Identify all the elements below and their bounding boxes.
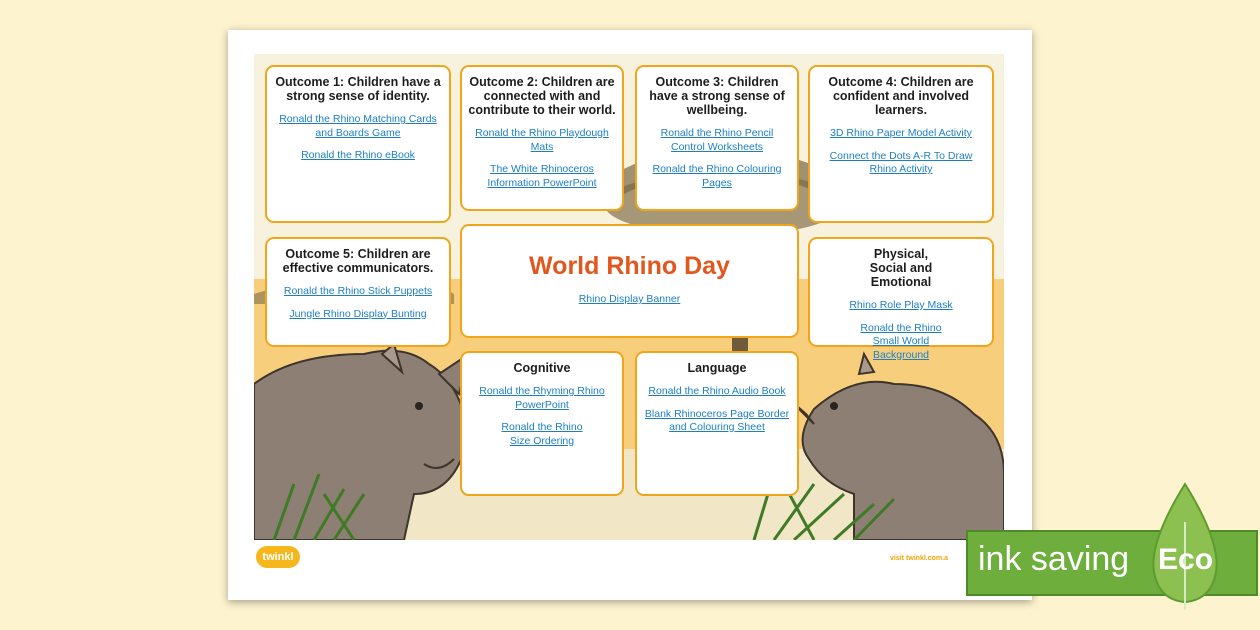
- rhino-right-illustration: [789, 354, 1004, 540]
- card-outcome-3: [635, 65, 799, 211]
- card-heading: Outcome 5: Children are effective communicators.: [282, 247, 434, 275]
- link-small-world-background[interactable]: Ronald the Rhino Small World Background: [860, 321, 942, 361]
- eco-badge-text: ink saving: [978, 540, 1130, 578]
- link-ebook[interactable]: Ronald the Rhino eBook: [301, 149, 415, 161]
- link-playdough-mats[interactable]: Ronald the Rhino Playdough Mats: [475, 127, 609, 153]
- rhino-left-illustration: [254, 344, 469, 540]
- visit-url: visit twinkl.com.a: [890, 555, 948, 562]
- link-matching-cards[interactable]: Ronald the Rhino Matching Cards and Boards Game: [279, 113, 437, 139]
- link-white-rhinoceros-powerpoint[interactable]: The White Rhinoceros Information PowerPoint: [487, 163, 597, 189]
- card-outcome-5: [265, 237, 451, 347]
- link-stick-puppets[interactable]: Ronald the Rhino Stick Puppets: [283, 285, 433, 297]
- card-outcome-4: [808, 65, 994, 223]
- card-heading: Language: [687, 361, 747, 375]
- link-audio-book[interactable]: Ronald the Rhino Audio Book: [648, 385, 786, 397]
- link-paper-model[interactable]: 3D Rhino Paper Model Activity: [830, 127, 972, 139]
- card-heading: Cognitive: [513, 361, 571, 375]
- link-role-play-mask[interactable]: Rhino Role Play Mask: [849, 299, 953, 311]
- card-physical-social-emotional: [808, 237, 994, 361]
- card-heading: Outcome 4: Children are confident and involved learners.: [828, 75, 974, 117]
- card-outcome-2: [460, 65, 624, 211]
- card-title: [460, 224, 799, 338]
- link-colouring-pages[interactable]: Ronald the Rhino Colouring Pages: [652, 163, 782, 189]
- link-size-ordering[interactable]: Ronald the Rhino Size Ordering: [501, 421, 583, 447]
- eco-badge-word: Eco: [1158, 543, 1214, 576]
- card-cognitive: [460, 351, 624, 496]
- card-language: [635, 351, 799, 496]
- twinkl-logo: twinkl: [256, 546, 300, 568]
- link-display-banner[interactable]: Rhino Display Banner: [578, 293, 681, 305]
- card-heading: Outcome 3: Children have a strong sense of wellbeing.: [649, 75, 785, 117]
- card-outcome-1: [265, 65, 451, 223]
- link-page-border[interactable]: Blank Rhinoceros Page Border and Colouring Sheet: [644, 407, 790, 433]
- link-connect-the-dots[interactable]: Connect the Dots A-R To Draw Rhino Activity: [829, 149, 973, 175]
- link-pencil-control[interactable]: Ronald the Rhino Pencil Control Worksheets: [660, 127, 774, 153]
- card-heading: Physical, Social and Emotional: [869, 247, 933, 289]
- card-heading: Outcome 1: Children have a strong sense of identity.: [275, 75, 441, 103]
- link-rhyming-rhino-powerpoint[interactable]: Ronald the Rhyming Rhino PowerPoint: [479, 385, 605, 411]
- page-title: World Rhino Day: [529, 252, 730, 280]
- card-heading: Outcome 2: Children are connected with and contribute to their world.: [468, 75, 616, 117]
- link-display-bunting[interactable]: Jungle Rhino Display Bunting: [289, 307, 427, 320]
